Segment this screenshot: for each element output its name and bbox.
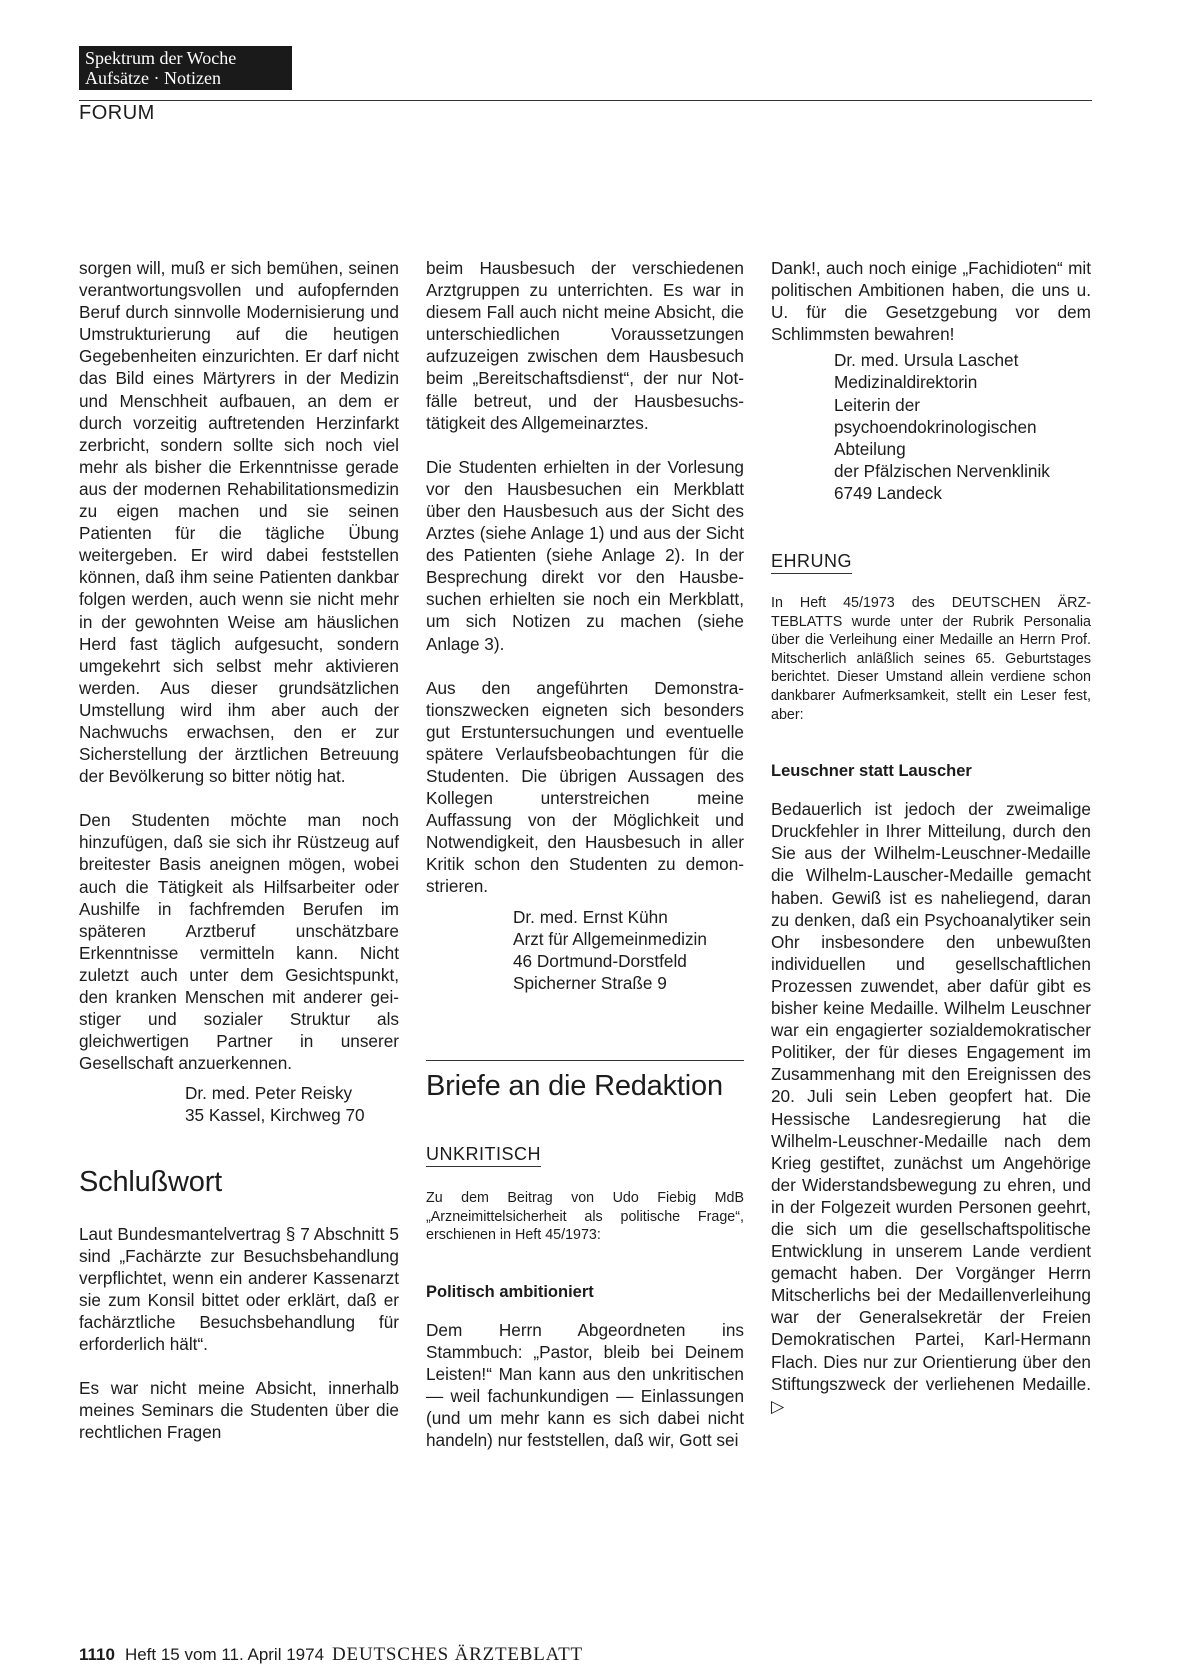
column-2 — [426, 257, 744, 1473]
subheading-leuschner: Leuschner statt Lauscher — [771, 762, 972, 781]
section-label: FORUM — [79, 102, 155, 124]
signature-line: Abteilung — [834, 438, 906, 459]
page-footer — [79, 1644, 583, 1666]
col1-paragraph-1: sorgen will, muß er sich bemühen, seinen verantwortungsvollen und aufopfernden Beruf durch sinnvolle Modernisierung und Umstrukturierung auf die heutigen Gegebenheiten einzurichten. Er darf nicht das Bild eines Märtyrers in der Medizin und Menschheit aufbauen, an dem er durch vorzeitig auftretenden Herzinfarkt zerbricht, sondern sollte sich noch viel mehr als bisher die Erkenntnisse gerade aus der modernen Rehabilitationsmedizin zu eigen machen und sie seinen Patienten für die tägliche Übung weitergeben. Er wird dabei feststellen können, daß ihm seine Patienten dankbar folgen werden, auch wenn sie nicht mehr in der gewohnten Weise am häuslichen Herd fast täglich aufgesucht, sondern umgekehrt sich selbst mehr aktivieren werden. Aus dieser grundsätzlichen Umstellung wird ihm aber auch der Nachwuchs erwachsen, den er zur Sicherstellung der ärztlichen Betreuung der Bevölkerung so bitter nötig hat. — [79, 258, 399, 787]
signature-name: Dr. med. Ernst Kühn — [513, 906, 668, 927]
signature-line: psychoendokrinologischen — [834, 416, 1037, 437]
col2-paragraph-3: Aus den angeführten Demonstrationszwecken eigneten sich besonders gut Erstuntersuchungen und eventuelle spätere Verlaufsbeobachtungen für die Studenten. Die übrigen Aussagen des Kollegen unterstreichen meine Auffassung von der Möglichkeit und Notwendigkeit, den Hausbesuch in aller Kritik schon den Studenten zu demonstrieren. — [426, 677, 744, 897]
signature-kuehn — [426, 906, 744, 994]
col1-paragraph-3: Laut Bundesmantelvertrag § 7 Abschnitt 5 sind „Fachärzte zur Besuchsbehandlung verpflichtet, wenn ein anderer Kassenarzt sie zum Konsil bittet oder erklärt, daß er fachärztliche Besuchsbehandlung für erforderlich hält“. — [79, 1223, 399, 1355]
rubric-unkritisch: UNKRITISCH — [426, 1143, 541, 1167]
header-line-2: Aufsätze · Notizen — [85, 68, 221, 88]
col3-paragraph-2: Bedauerlich ist jedoch der zweimalige Druckfehler in Ihrer Mitteilung, durch den Sie aus der Wilhelm-Leuschner-Medaille die Wilhelm-Lauscher-Medaille gemacht haben. Gewiß ist es naheliegend, daran zu denken, daß ein Psychoanalytiker sein Ohr insbesondere den unbewußten individuellen und gesellschaftlichen Prozessen zuwendet, aber dafür gibt es bisher keine Medaille. Wilhelm Leuschner war ein engagierter sozialdemokratischer Politiker, der für dieses Engagement im Zusammenhang mit den Ereignissen des 20. Juli sein Leben geopfert hat. Die Hessische Landesregierung hat die Wilhelm-Leuschner-Medaille nach dem Krieg gestiftet, zunächst um Angehörige der Widerstandsbewegung zu ehren, und in der Folgezeit wurden Personen geehrt, die sich um die gesellschaftspolitische Entwicklung in unserem Lande verdient gemacht haben. Der Vorgänger Herrn Mitscherlichs bei der Medaillenverleihung war der Generalsekretär der Freien Demokratischen Partei, Karl-Hermann Flach. Dies nur zur Orientierung über den Stiftungszweck der verliehenen Medaille. ▷ — [771, 799, 1091, 1416]
signature-laschet — [771, 349, 1091, 504]
col1-paragraph-4: Es war nicht meine Absicht, innerhalb meines Seminars die Studenten über die rechtlichen Fragen — [79, 1378, 399, 1443]
briefe-rule — [426, 1060, 744, 1103]
rubric-ehrung: EHRUNG — [771, 550, 852, 574]
signature-title: Arzt für Allgemeinmedizin — [513, 928, 707, 949]
subheading-politisch: Politisch ambitioniert — [426, 1282, 594, 1301]
signature-street: Spicherner Straße 9 — [513, 972, 667, 993]
signature-line: der Pfälzischen Nervenklinik — [834, 460, 1050, 481]
col2-intro: Zu dem Beitrag von Udo Fiebig MdB „Arzneimittelsicherheit als politische Frage“, erschienen in Heft 45/1973: — [426, 1189, 744, 1244]
signature-line: Medizinaldirektorin — [834, 372, 978, 393]
col2-paragraph-1: beim Hausbesuch der verschiedenen Arztgruppen zu unterrichten. Es war in diesem Fall auch nicht meine Absicht, die unterschiedlichen Voraussetzungen aufzuzeigen zwischen dem Hausbesuch beim „Bereitschaftsdienst“, der nur Notfälle betreut, und der Hausbesuchstätigkeit des Allgemeinarztes. — [426, 258, 744, 433]
signature-line: 6749 Landeck — [834, 482, 942, 503]
briefe-title: Briefe an die Redaktion — [426, 1069, 723, 1102]
column-3 — [771, 257, 1091, 1439]
header-line-1: Spektrum der Woche — [85, 48, 237, 68]
col2-paragraph-4: Dem Herrn Abgeordneten ins Stammbuch: „Pastor, bleib bei Deinem Leisten!“ Man kann aus den unkritischen — weil fachunkundigen — Einlassungen (und um mehr kann es sich dabei nicht handeln) nur feststellen, daß wir, Gott sei — [426, 1319, 744, 1451]
col2-paragraph-2: Die Studenten erhielten in der Vorlesung vor den Hausbesuchen ein Merkblatt über den Hausbesuch aus der Sicht des Arztes (siehe Anlage 1) und aus der Sicht des Patienten (siehe Anlage 2). In der Besprechung direkt vor den Hausbesuchen erhielten sie noch ein Merkblatt, um sich Notizen zu machen (siehe Anlage 3). — [426, 456, 744, 654]
signature-line: Leiterin der — [834, 394, 920, 415]
magazine-name: DEUTSCHES ÄRZTEBLATT — [332, 1644, 583, 1665]
header-rule — [79, 100, 1092, 101]
signature-address: 35 Kassel, Kirchweg 70 — [185, 1105, 365, 1126]
signature-city: 46 Dortmund-Dorstfeld — [513, 950, 687, 971]
section-header-box — [79, 46, 292, 90]
col3-intro: In Heft 45/1973 des DEUTSCHEN ÄRZTEBLATTS wurde unter der Rubrik Personalia über die Verleihung einer Medaille an Herrn Prof. Mitscherlich anläßlich seines 65. Geburtstages berichtet. Dieser Umstand allein verdiene schon dankbarer Aufmerksamkeit, stellt ein Leser fest, aber: — [771, 595, 1091, 723]
schlusswort-title: Schlußwort — [79, 1165, 223, 1198]
issue-info: Heft 15 vom 11. April 1974 — [124, 1645, 325, 1664]
col1-paragraph-2: Den Studenten möchte man noch hinzufügen, daß sie sich ihr Rüstzeug auf breitester Basis aneignen mögen, wobei auch die Tätigkeit als Hilfsarbeiter oder Aushilfe in fachfremden Berufen im späteren Arztberuf unschätzbare Erkenntnisse vermitteln kann. Nicht zuletzt auch unter dem Gesichtspunkt, den kranken Menschen mit anderer geistiger und sozialer Struktur als gleichwertigen Partner in unserer Gesellschaft anzuerkennen. — [79, 810, 399, 1074]
column-1 — [79, 257, 399, 1465]
col3-paragraph-1: Dank!, auch noch einige „Fachidioten“ mit politischen Ambitionen haben, die uns u. U. für die Gesetzgebung vor dem Schlimmsten bewahren! — [771, 258, 1091, 345]
signature-reisky — [79, 1082, 399, 1126]
signature-name: Dr. med. Ursula Laschet — [834, 350, 1019, 371]
page-number: 1110 — [79, 1645, 115, 1664]
signature-name: Dr. med. Peter Reisky — [185, 1083, 353, 1104]
